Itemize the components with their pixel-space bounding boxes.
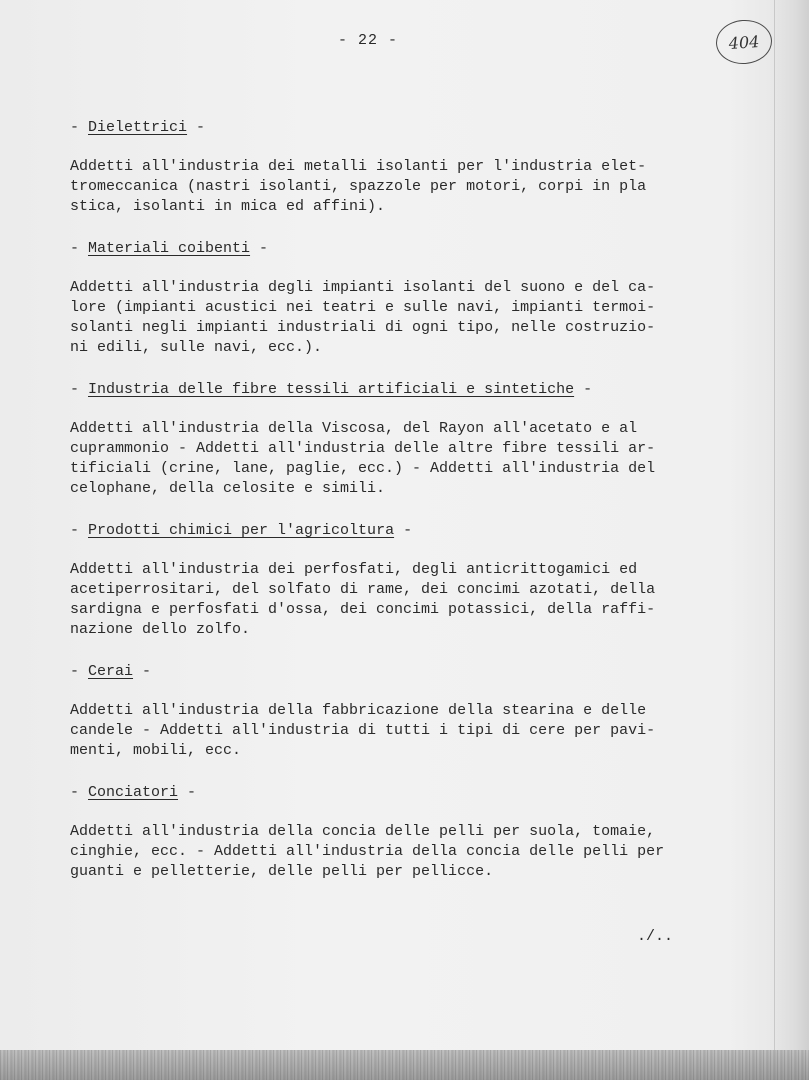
- section-heading-text: Conciatori: [88, 784, 179, 801]
- archive-stamp: 404: [715, 18, 774, 66]
- section-heading: - Prodotti chimici per l'agricoltura -: [70, 522, 413, 539]
- body-line: sardigna e perfosfati d'ossa, dei concimi potassici, della raffi-: [70, 601, 656, 618]
- section-conciatori: [70, 783, 710, 882]
- section-body: [70, 701, 710, 761]
- body-line: lore (impianti acustici nei teatri e sulle navi, impianti termoi-: [70, 299, 656, 316]
- section-body: [70, 157, 710, 217]
- section-body: [70, 419, 710, 499]
- body-line: tificiali (crine, lane, paglie, ecc.) - Addetti all'industria del: [70, 460, 656, 477]
- section-heading-text: Prodotti chimici per l'agricoltura: [88, 522, 395, 539]
- document-body: [70, 118, 710, 904]
- body-line: cuprammonio - Addetti all'industria delle altre fibre tessili ar-: [70, 440, 656, 457]
- section-body: [70, 822, 710, 882]
- body-line: candele - Addetti all'industria di tutti i tipi di cere per pavi-: [70, 722, 656, 739]
- body-line: stica, isolanti in mica ed affini).: [70, 198, 386, 215]
- section-heading-text: Industria delle fibre tessili artificiali e sintetiche: [88, 381, 575, 398]
- section-dielettrici: [70, 118, 710, 217]
- section-body: [70, 560, 710, 640]
- section-heading: - Conciatori -: [70, 784, 197, 801]
- body-line: solanti negli impianti industriali di ogni tipo, nelle costruzio-: [70, 319, 656, 336]
- body-line: Addetti all'industria della Viscosa, del Rayon all'acetato e al: [70, 420, 638, 437]
- body-line: Addetti all'industria della fabbricazione della stearina e delle: [70, 702, 647, 719]
- body-line: Addetti all'industria della concia delle pelli per suola, tomaie,: [70, 823, 656, 840]
- section-cerai: [70, 662, 710, 761]
- page-number: - 22 -: [338, 32, 399, 49]
- body-line: celophane, della celosite e simili.: [70, 480, 386, 497]
- body-line: cinghie, ecc. - Addetti all'industria della concia delle pelli per: [70, 843, 665, 860]
- continuation-mark: ./..: [637, 928, 674, 945]
- body-line: menti, mobili, ecc.: [70, 742, 242, 759]
- scan-edge: [774, 0, 809, 1080]
- body-line: tromeccanica (nastri isolanti, spazzole per motori, corpi in pla: [70, 178, 647, 195]
- section-heading-text: Cerai: [88, 663, 134, 680]
- body-line: Addetti all'industria degli impianti isolanti del suono e del ca-: [70, 279, 656, 296]
- section-heading-text: Dielettrici: [88, 119, 188, 136]
- scan-bottom-noise: [0, 1050, 809, 1080]
- section-heading-text: Materiali coibenti: [88, 240, 251, 257]
- body-line: Addetti all'industria dei metalli isolanti per l'industria elet-: [70, 158, 647, 175]
- body-line: guanti e pelletterie, delle pelli per pellicce.: [70, 863, 494, 880]
- section-materiali-coibenti: [70, 239, 710, 358]
- section-heading: - Industria delle fibre tessili artificiali e sintetiche -: [70, 381, 593, 398]
- section-heading: - Dielettrici -: [70, 119, 206, 136]
- section-fibre-tessili: [70, 380, 710, 499]
- body-line: ni edili, sulle navi, ecc.).: [70, 339, 323, 356]
- body-line: acetiperrositari, del solfato di rame, dei concimi azotati, della: [70, 581, 656, 598]
- section-body: [70, 278, 710, 358]
- body-line: Addetti all'industria dei perfosfati, degli anticrittogamici ed: [70, 561, 638, 578]
- section-heading: - Cerai -: [70, 663, 152, 680]
- section-heading: - Materiali coibenti -: [70, 240, 269, 257]
- section-prodotti-chimici: [70, 521, 710, 640]
- body-line: nazione dello zolfo.: [70, 621, 251, 638]
